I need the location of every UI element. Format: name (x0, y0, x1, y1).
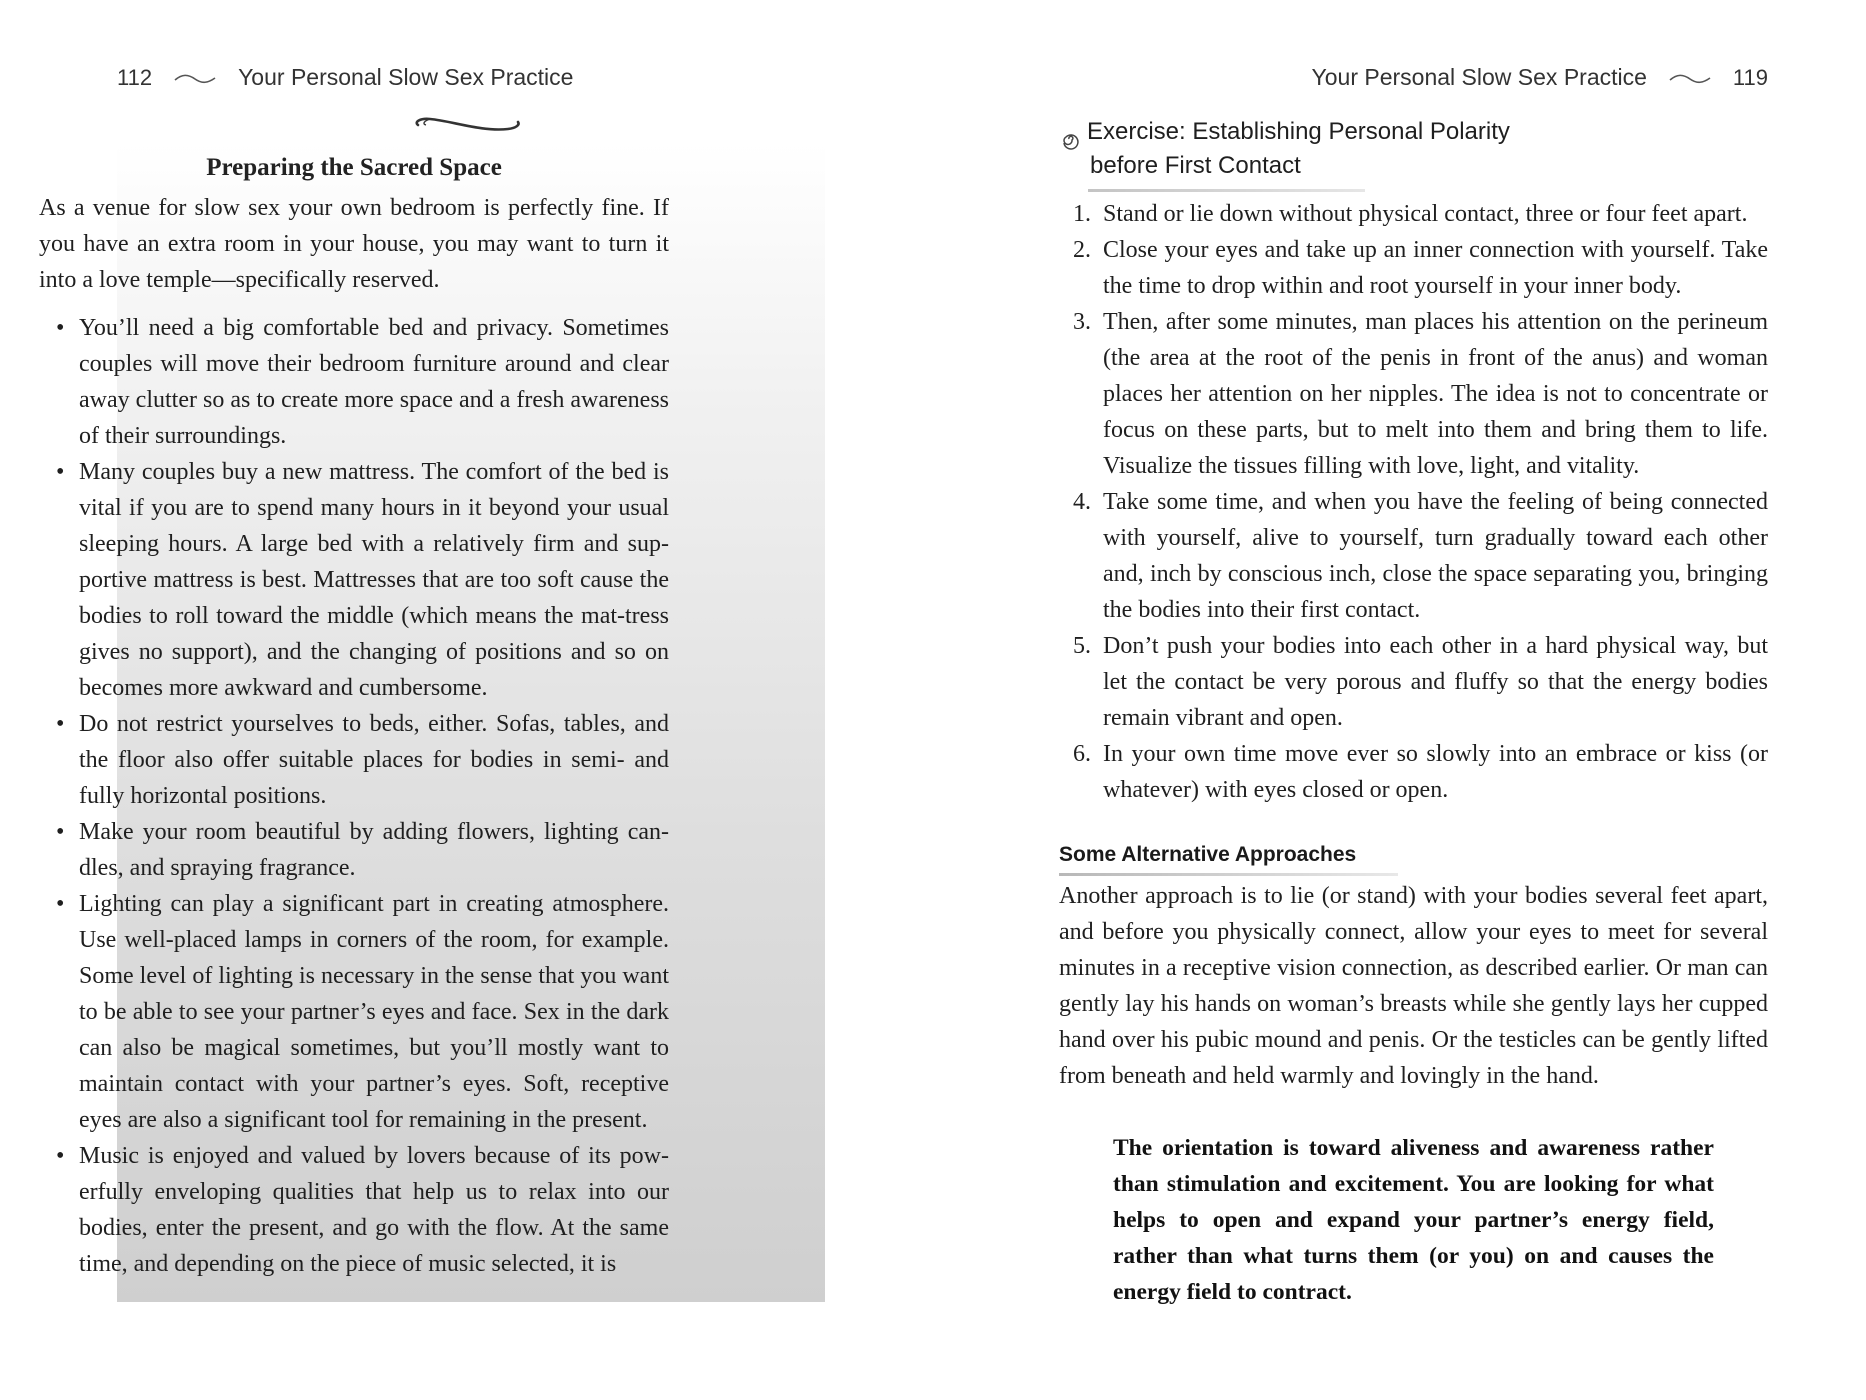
running-head-title: Your Personal Slow Sex Practice (1311, 64, 1647, 90)
exercise-title-line-1: Exercise: Establishing Personal Polarity (1087, 118, 1510, 145)
right-page (933, 0, 1866, 1400)
list-item (1065, 628, 1768, 736)
step-text: Then, after some minutes, man places his attention on the perineum (the area at the root of the penis in front of the anus) and woman places her attention on her nipples. The idea is not to concentrate or focus on these parts, but to melt into them and bring them to life. Visualize the tissues filling with love, light, and vitality. (1103, 309, 1768, 479)
bullet-icon: • (56, 459, 65, 485)
bullet-icon: • (56, 1143, 65, 1169)
running-header (1312, 64, 1768, 91)
exercise-steps (1065, 196, 1768, 808)
heading-rule (1059, 873, 1398, 876)
bullet-icon: • (56, 891, 65, 917)
exercise-title-line-2: before First Contact (1090, 152, 1301, 179)
flourish-ornament-icon (412, 116, 524, 143)
step-number: 5. (1073, 633, 1091, 659)
sidebar-bullet-list (39, 310, 669, 1282)
running-head-title: Your Personal Slow Sex Practice (238, 64, 574, 90)
list-item (1065, 484, 1768, 628)
step-number: 6. (1073, 741, 1091, 767)
swash-ornament-icon (1669, 64, 1711, 91)
list-item (1065, 736, 1768, 808)
page-number: 119 (1732, 64, 1768, 90)
bullet-text: You’ll need a big comfortable bed and privacy. Sometimes couples will move their bedroom furniture around and clear away clutter so as to create more space and a fresh awareness of their surroundings. (79, 315, 669, 449)
step-number: 4. (1073, 489, 1091, 515)
list-item (39, 1138, 669, 1282)
sidebar-intro: As a venue for slow sex your own bedroom is perfectly fine. If you have an extra room in your house, you may want to turn it into a love temple—specifically reserved. (39, 195, 669, 293)
bullet-text: Make your room beautiful by adding flowers, lighting can-dles, and spraying fragrance. (79, 819, 669, 881)
bullet-text: Music is enjoyed and valued by lovers because of its pow-erfully enveloping qualities that help us to relax into our bodies, enter the present, and go with the flow. At the same time, and depending on the piece of music selected, it is (79, 1143, 669, 1277)
section-heading: Some Alternative Approaches (1059, 843, 1357, 866)
step-text: Don’t push your bodies into each other in a hard physical way, but let the contact be very porous and fluffy so that the energy bodies remain vibrant and open. (1103, 633, 1768, 731)
running-header (117, 64, 573, 91)
list-item (1065, 232, 1768, 304)
list-item (39, 310, 669, 454)
spiral-icon (1059, 128, 1081, 155)
section-body: Another approach is to lie (or stand) with your bodies several feet apart, and before you physically connect, allow your eyes to meet for several minutes in a receptive vision connection, as described earlier. Or man can gently lay his hands on woman’s breasts while she gently lays her cupped hand over his pubic mound and penis. Or the testicles can be gently lifted from beneath and held warmly and lovingly in the hand. (1059, 883, 1768, 1089)
bullet-text: Many couples buy a new mattress. The comfort of the bed is vital if you are to spend many hours in it beyond your usual sleeping hours. A large bed with a relatively firm and sup-portive mattress is best. Mattresses that are too soft cause the bodies to roll toward the middle (which means the mat-tress gives no support), and the changing of positions and so on becomes more awkward and cumbersome. (79, 459, 669, 701)
bullet-icon: • (56, 819, 65, 845)
list-item (1065, 196, 1768, 232)
step-text: Take some time, and when you have the feeling of being connected with yourself, alive to yourself, turn gradually toward each other and, inch by conscious inch, close the space separating you, bringing the bodies into their first contact. (1103, 489, 1768, 623)
list-item (39, 706, 669, 814)
sidebar-title: Preparing the Sacred Space (206, 154, 502, 181)
bullet-icon: • (56, 315, 65, 341)
bullet-text: Do not restrict yourselves to beds, either. Sofas, tables, and the floor also offer suitable places for bodies in semi- and fully horizontal positions. (79, 711, 669, 809)
list-item (39, 886, 669, 1138)
step-number: 1. (1073, 201, 1091, 227)
step-number: 3. (1073, 309, 1091, 335)
swash-ornament-icon (174, 64, 216, 91)
bullet-icon: • (56, 711, 65, 737)
heading-rule (1088, 189, 1365, 192)
step-number: 2. (1073, 237, 1091, 263)
bullet-text: Lighting can play a significant part in creating atmosphere. Use well-placed lamps in corners of the room, for example. Some level of lighting is necessary in the sense that you want to be able to see your partner’s eyes and face. Sex in the dark can also be magical sometimes, but you’ll mostly want to maintain contact with your partner’s eyes. Soft, receptive eyes are also a significant tool for remaining in the present. (79, 891, 669, 1133)
pull-quote: The orientation is toward aliveness and awareness rather than stimulation and excitement. You are looking for what helps to open and expand your partner’s energy field, rather than what turns them (or you) on and causes the energy field to contract. (1113, 1135, 1714, 1305)
step-text: Close your eyes and take up an inner connection with yourself. Take the time to drop within and root yourself in your inner body. (1103, 237, 1768, 299)
list-item (1065, 304, 1768, 484)
step-text: Stand or lie down without physical contact, three or four feet apart. (1103, 201, 1748, 227)
step-text: In your own time move ever so slowly into an embrace or kiss (or whatever) with eyes closed or open. (1103, 741, 1768, 803)
list-item (39, 814, 669, 886)
list-item (39, 454, 669, 706)
page-number: 112 (117, 64, 153, 90)
